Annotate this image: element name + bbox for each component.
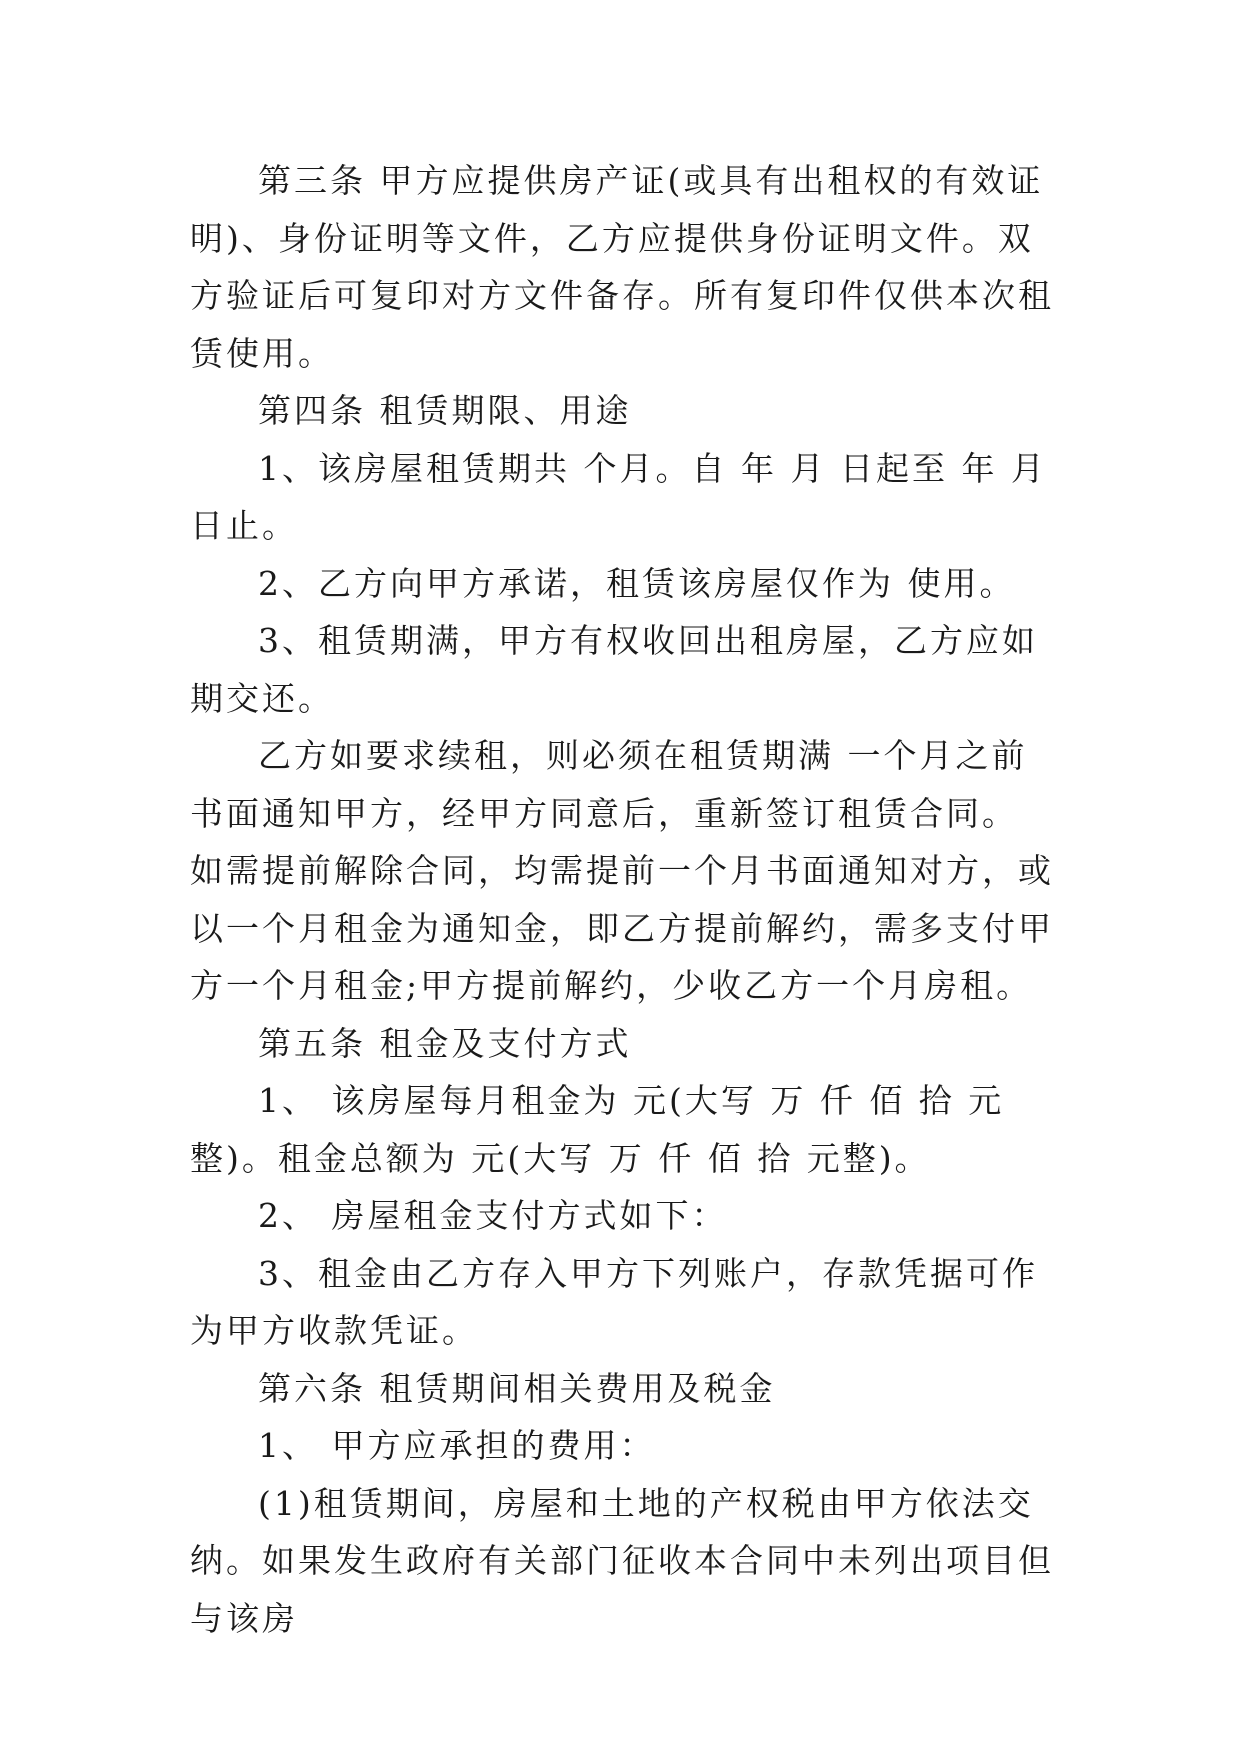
- clause-5-item-1: 1、 该房屋每月租金为 元(大写 万 仟 佰 拾 元整)。租金总额为 元(大写 万 仟 佰 拾 元整)。: [190, 1081, 1005, 1178]
- clause-4-renewal-paragraph: 乙方如要求续租，则必须在租赁期满 一个月之前书面通知甲方，经甲方同意后，重新签订租赁合同。 如需提前解除合同，均需提前一个月书面通知对方，或以一个月租金为通知金，即乙方提前解约，需多支付甲方一个月租金;甲方提前解约，少收乙方一个月房租。: [190, 736, 1054, 1005]
- clause-6-item-1: 1、 甲方应承担的费用：: [258, 1426, 656, 1465]
- clause-5-item-3: 3、租金由乙方存入甲方下列账户，存款凭据可作为甲方收款凭证。: [190, 1253, 1038, 1350]
- clause-5-heading: 第五条 租金及支付方式: [258, 1023, 632, 1063]
- clause-5-item-2: 2、 房屋租金支付方式如下：: [258, 1196, 728, 1235]
- clause-6-item-1-sub-1: (1)租赁期间，房屋和土地的产权税由甲方依法交纳。如果发生政府有关部门征收本合同中未列出项目但与该房: [190, 1483, 1054, 1638]
- clause-4-heading: 第四条 租赁期限、用途: [258, 391, 632, 430]
- clause-6-heading: 第六条 租赁期间相关费用及税金: [258, 1368, 776, 1408]
- clause-4-item-2: 2、乙方向甲方承诺，租赁该房屋仅作为 使用。: [258, 563, 1016, 603]
- clause-4-item-1: 1、该房屋租赁期共 个月。自 年 月 日起至 年 月 日止。: [190, 448, 1047, 545]
- clause-4-item-3: 3、租赁期满，甲方有权收回出租房屋，乙方应如期交还。: [190, 621, 1038, 718]
- clause-3-paragraph: 第三条 甲方应提供房产证(或具有出租权的有效证明)、身份证明等文件，乙方应提供身份证明文件。双方验证后可复印对方文件备存。所有复印件仅供本次租赁使用。: [190, 161, 1054, 373]
- document-page: [190, 152, 1060, 1647]
